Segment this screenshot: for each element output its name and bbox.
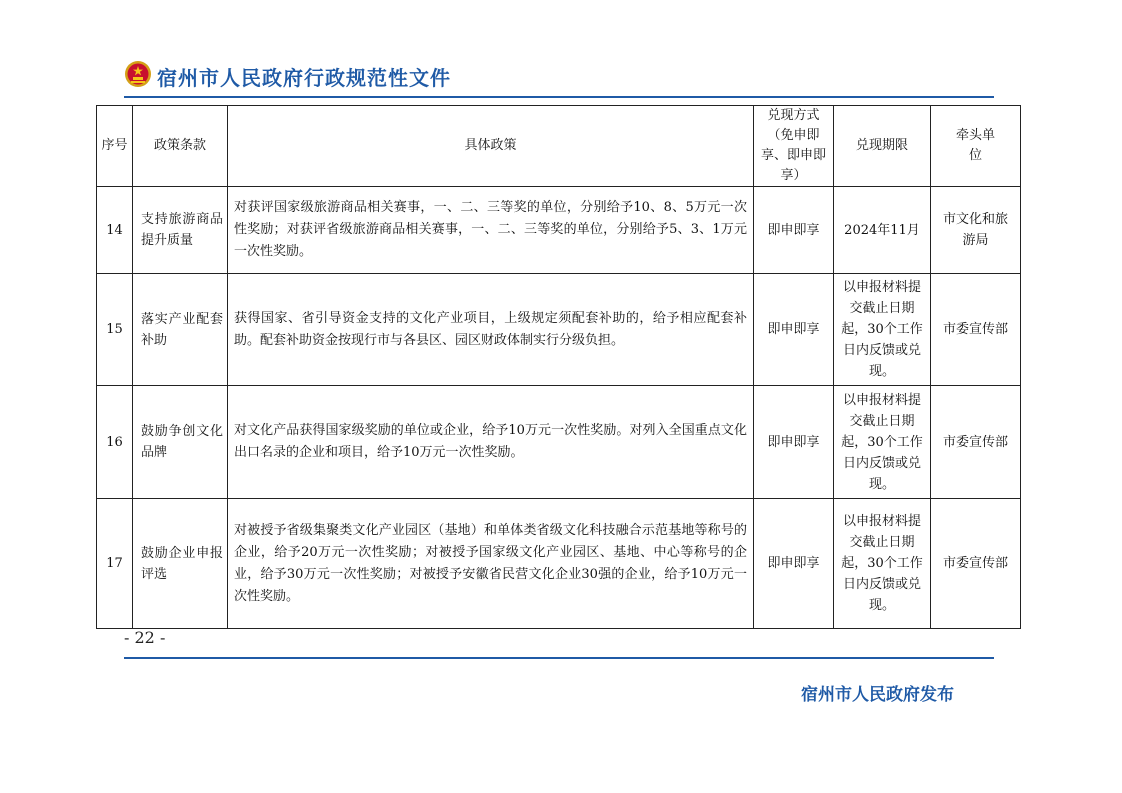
national-emblem-icon bbox=[124, 60, 152, 88]
redemption-method: 即申即享 bbox=[754, 274, 834, 386]
policy-clause: 鼓励企业申报评选 bbox=[133, 499, 228, 629]
column-header-no: 序号 bbox=[97, 106, 133, 187]
header-title: 宿州市人民政府行政规范性文件 bbox=[157, 66, 451, 90]
policy-detail: 对文化产品获得国家级奖励的单位或企业，给予10万元一次性奖励。对列入全国重点文化出口名录的企业和项目，给予10万元一次性奖励。 bbox=[228, 386, 754, 499]
policy-table bbox=[96, 105, 1021, 629]
row-number: 14 bbox=[97, 187, 133, 274]
footer-divider bbox=[124, 657, 994, 659]
column-header-policy: 具体政策 bbox=[228, 106, 754, 187]
redemption-method: 即申即享 bbox=[754, 187, 834, 274]
redemption-method: 即申即享 bbox=[754, 499, 834, 629]
redemption-period: 以申报材料提交截止日期起，30个工作日内反馈或兑现。 bbox=[834, 274, 931, 386]
redemption-period: 以申报材料提交截止日期起，30个工作日内反馈或兑现。 bbox=[834, 499, 931, 629]
redemption-method: 即申即享 bbox=[754, 386, 834, 499]
page-number: - 22 - bbox=[124, 628, 166, 647]
lead-unit: 市委宣传部 bbox=[931, 386, 1021, 499]
document-header bbox=[124, 58, 994, 98]
redemption-period: 以申报材料提交截止日期起，30个工作日内反馈或兑现。 bbox=[834, 386, 931, 499]
column-header-clause: 政策条款 bbox=[133, 106, 228, 187]
table-row bbox=[97, 386, 1021, 499]
column-header-method: 兑现方式（免申即享、即申即享） bbox=[754, 106, 834, 187]
column-header-period: 兑现期限 bbox=[834, 106, 931, 187]
policy-detail: 获得国家、省引导资金支持的文化产业项目，上级规定须配套补助的，给予相应配套补助。配套补助资金按现行市与各县区、园区财政体制实行分级负担。 bbox=[228, 274, 754, 386]
redemption-period: 2024年11月 bbox=[834, 187, 931, 274]
lead-unit: 市委宣传部 bbox=[931, 499, 1021, 629]
lead-unit: 市文化和旅游局 bbox=[931, 187, 1021, 274]
lead-unit: 市委宣传部 bbox=[931, 274, 1021, 386]
policy-clause: 支持旅游商品提升质量 bbox=[133, 187, 228, 274]
table-row bbox=[97, 187, 1021, 274]
header-divider bbox=[124, 96, 994, 98]
row-number: 15 bbox=[97, 274, 133, 386]
policy-detail: 对获评国家级旅游商品相关赛事，一、二、三等奖的单位，分别给予10、8、5万元一次性奖励；对获评省级旅游商品相关赛事，一、二、三等奖的单位，分别给予5、3、1万元一次性奖励。 bbox=[228, 187, 754, 274]
publisher-label: 宿州市人民政府发布 bbox=[801, 685, 954, 705]
policy-clause: 落实产业配套补助 bbox=[133, 274, 228, 386]
row-number: 17 bbox=[97, 499, 133, 629]
row-number: 16 bbox=[97, 386, 133, 499]
table-row bbox=[97, 499, 1021, 629]
column-header-lead: 牵头单位 bbox=[931, 106, 1021, 187]
policy-detail: 对被授予省级集聚类文化产业园区（基地）和单体类省级文化科技融合示范基地等称号的企业，给予20万元一次性奖励；对被授予国家级文化产业园区、基地、中心等称号的企业，给予30万元一次性奖励；对被授予安徽省民营文化企业30强的企业，给予10万元一次性奖励。 bbox=[228, 499, 754, 629]
table-row bbox=[97, 274, 1021, 386]
table-header-row bbox=[97, 106, 1021, 187]
policy-clause: 鼓励争创文化品牌 bbox=[133, 386, 228, 499]
